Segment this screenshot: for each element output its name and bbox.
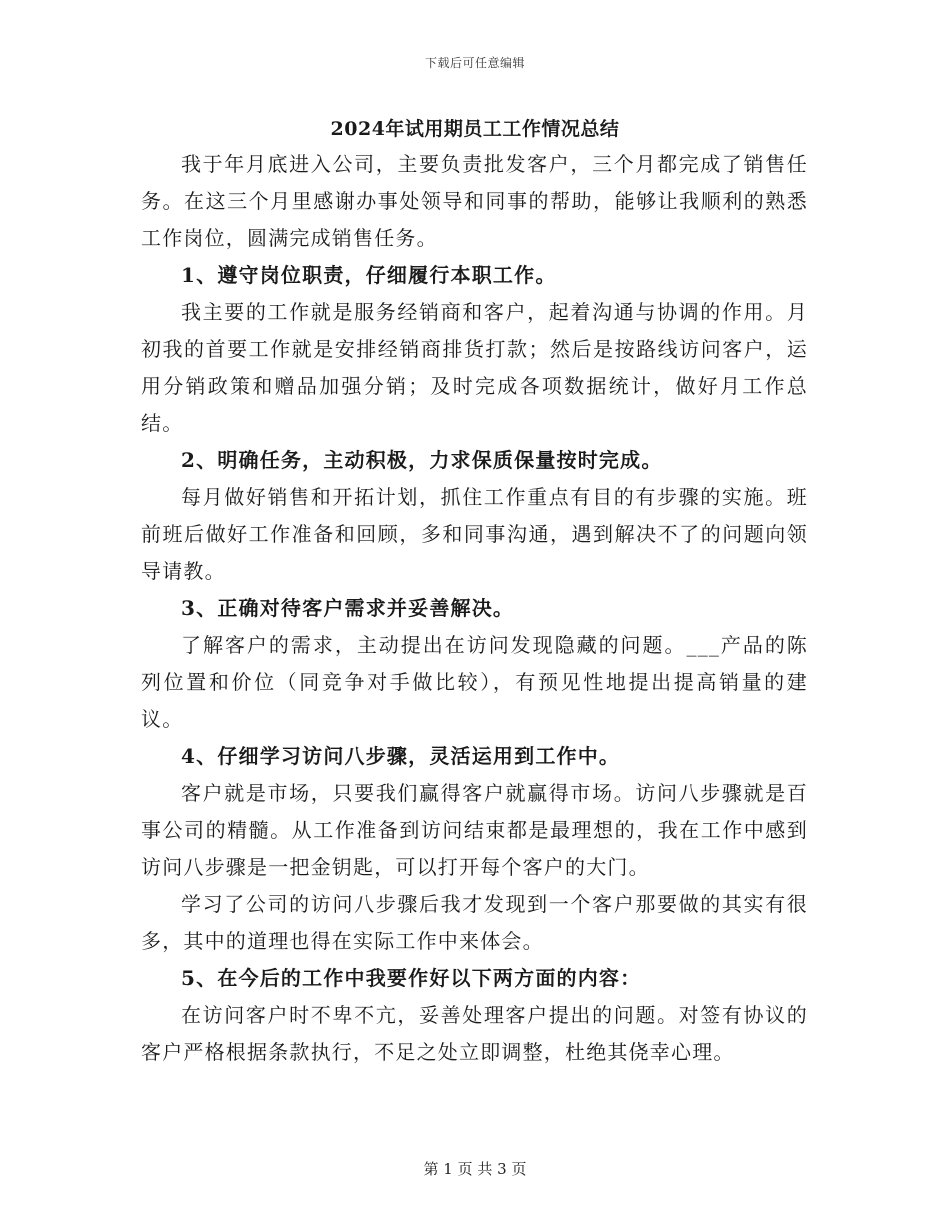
paragraph-section-2: 每月做好销售和开拓计划，抓住工作重点有目的有步骤的实施。班前班后做好工作准备和回顾，多和同事沟通，遇到解决不了的问题向领导请教。	[141, 485, 808, 583]
paragraph-section-4b: 学习了公司的访问八步骤后我才发现到一个客户那要做的其实有很多，其中的道理也得在实际工作中来体会。	[141, 892, 808, 953]
page-footer: 第 1 页 共 3 页	[423, 1160, 527, 1178]
document-body	[141, 146, 808, 1071]
paragraph-section-3: 了解客户的需求，主动提出在访问发现隐藏的问题。___产品的陈列位置和价位（同竞争对手做比较），有预见性地提出提高销量的建议。	[141, 633, 808, 731]
section-heading-5: 5、在今后的工作中我要作好以下两方面的内容：	[181, 966, 642, 990]
section-heading-2: 2、明确任务，主动积极，力求保质保量按时完成。	[181, 448, 663, 472]
document-title: 2024年试用期员工工作情况总结	[330, 118, 620, 140]
paragraph-intro: 我于年月底进入公司，主要负责批发客户，三个月都完成了销售任务。在这三个月里感谢办事处领导和同事的帮助，能够让我顺利的熟悉工作岗位，圆满完成销售任务。	[141, 152, 808, 250]
paragraph-section-1: 我主要的工作就是服务经销商和客户，起着沟通与协调的作用。月初我的首要工作就是安排经销商排货打款；然后是按路线访问客户，运用分销政策和赠品加强分销；及时完成各项数据统计，做好月工作总结。	[141, 300, 808, 435]
paragraph-section-4a: 客户就是市场，只要我们赢得客户就赢得市场。访问八步骤就是百事公司的精髓。从工作准备到访问结束都是最理想的，我在工作中感到访问八步骤是一把金钥匙，可以打开每个客户的大门。	[141, 781, 808, 879]
section-heading-3: 3、正确对待客户需求并妥善解决。	[181, 596, 515, 620]
section-heading-1: 1、遵守岗位职责，仔细履行本职工作。	[181, 263, 557, 287]
paragraph-section-5: 在访问客户时不卑不亢，妥善处理客户提出的问题。对签有协议的客户严格根据条款执行，不足之处立即调整，杜绝其侥幸心理。	[141, 1003, 808, 1064]
header-note: 下载后可任意编辑	[424, 56, 525, 70]
section-heading-4: 4、仔细学习访问八步骤，灵活运用到工作中。	[181, 744, 621, 768]
